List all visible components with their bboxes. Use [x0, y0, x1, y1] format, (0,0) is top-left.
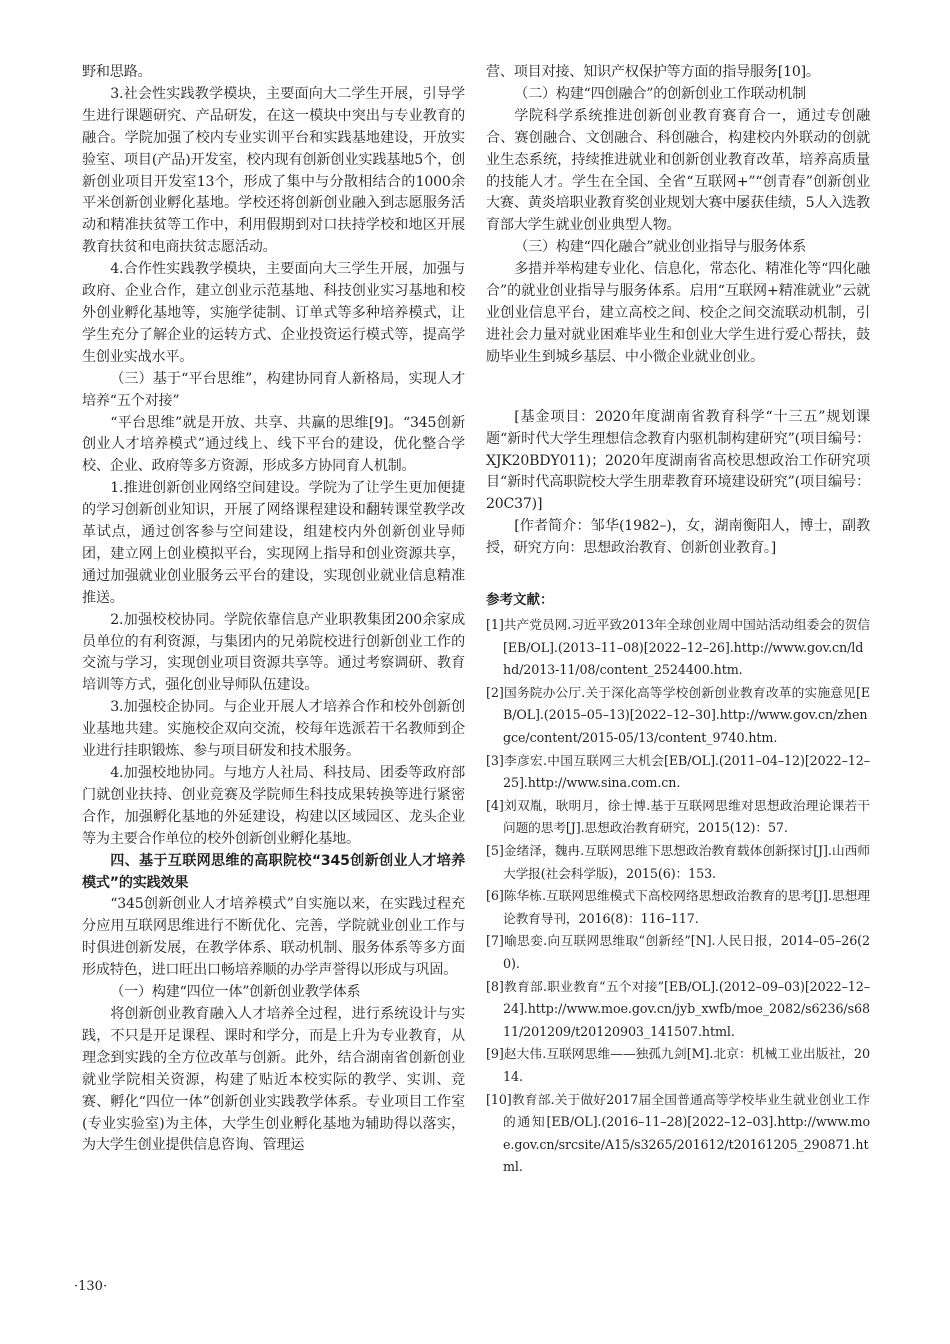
paragraph: 营、项目对接、知识产权保护等方面的指导服务[10]。 — [486, 64, 820, 80]
page-number: ·130· — [74, 1279, 108, 1294]
paragraph: “平台思维”就是开放、共享、共赢的思维[9]。“345创新创业人才培养模式”通过线上、线下平台的建设，优化整合学校、企业、政府等多方资源，形成多方协同育人机制。 — [82, 414, 465, 475]
reference-item: [8]教育部.职业教育“五个对接”[EB/OL].(2012–09–03)[2022–12–24].http://www.moe.gov.cn/jyb_xwfb/moe_2082/s6236/s6811/201209/t20120903_141507.html. — [486, 978, 870, 1039]
spacer — [486, 560, 870, 590]
section-heading: （三）基于“平台思维”，构建协同育人新格局，实现人才培养“五个对接” — [82, 370, 465, 409]
paragraph: 3.加强校企协同。与企业开展人才培养合作和校外创新创业基地共建。实施校企双向交流，校每年选派若干名教师到企业进行挂职锻炼、参与项目研发和技术服务。 — [82, 699, 465, 760]
funding-note: [基金项目：2020年度湖南省教育科学“十三五”规划课题“新时代大学生理想信念教育内驱机制构建研究”(项目编号：XJK20BDY011)；2020年度湖南省高校思想政治工作研究项目“新时代高职院校大学生朋辈教育环境建设研究”(项目编号：20C37)] — [486, 408, 870, 513]
references — [486, 590, 870, 1179]
spacer — [486, 369, 870, 407]
left-column — [82, 62, 465, 1157]
section-heading: （二）构建“四创融合”的创新创业工作联动机制 — [514, 85, 807, 102]
paragraph: 学院科学系统推进创新创业教育赛育合一，通过专创融合、赛创融合、文创融合、科创融合，构建校内外联动的创就业生态系统，持续推进就业和创新创业教育改革，培养高质量的技能人才。学生在全国、全省“互联网+”“创青春”创新创业大赛、黄炎培职业教育奖创业规划大赛中屡获佳绩，5人入选教育部大学生就业创业典型人物。 — [486, 107, 870, 234]
reference-item: [2]国务院办公厅.关于深化高等学校创新创业教育改革的实施意见[EB/OL].(2015–05–13)[2022–12–30].http://www.gov.cn/zhengce/content/2015-05/13/content_9740.htm. — [486, 684, 870, 745]
reference-item: [10]教育部.关于做好2017届全国普通高等学校毕业生就业创业工作的通知[EB/OL].(2016–11–28)[2022–12–03].http://www.moe.gov.cn/srcsite/A15/s3265/201612/t20161205_290871.html. — [486, 1091, 870, 1175]
paragraph: 1.推进创新创业网络空间建设。学院为了让学生更加便捷的学习创新创业知识，开展了网络课程建设和翻转课堂教学改革试点，通过创客参与空间建设，组建校内外创新创业导师团，建立网上创业模拟平台，实现网上指导和创业资源共享，通过加强就业创业服务云平台的建设，实现创业就业信息精准推送。 — [82, 480, 465, 606]
paragraph: 3.社会性实践教学模块，主要面向大二学生开展，引导学生进行课题研究、产品研发，在这一模块中突出与专业教育的融合。学院加强了校内专业实训平台和实践基地建设，开放实验室、项目(产品)开发室，校内现有创新创业实践基地5个，创新创业项目开发室13个，形成了集中与分散相结合的1000余平米创新创业孵化基地。学校还将创新创业融入到志愿服务活动和精准扶贫等工作中，利用假期到对口扶持学校和地区开展教育扶贫和电商扶贫志愿活动。 — [82, 85, 465, 256]
reference-item: [1]共产党员网.习近平致2013年全球创业周中国站活动组委会的贺信[EB/OL].(2013–11–08)[2022–12–26].http://www.gov.cn/ldhd/2013-11/08/content_2524400.htm. — [486, 617, 870, 678]
section-heading: （一）构建“四位一体”创新创业教学体系 — [110, 984, 361, 1001]
paragraph: 野和思路。 — [82, 64, 152, 80]
references-heading: 参考文献： — [486, 592, 554, 609]
right-column — [486, 62, 870, 1179]
paragraph: 4.合作性实践教学模块，主要面向大三学生开展，加强与政府、企业合作，建立创业示范基地、科技创业实习基地和校外创业孵化基地等，实施学徒制、订单式等多种培养模式，让学生充分了解企业的运转方式、企业投资运行模式等，提高学生创业实战水平。 — [82, 261, 465, 365]
paragraph: 4.加强校地协同。与地方人社局、科技局、团委等政府部门就创业扶持、创业竞赛及学院师生科技成果转换等进行紧密合作，加强孵化基地的外延建设，构建以区域园区、龙头企业等为主要合作单位的校外创新创业孵化基地。 — [82, 765, 465, 847]
paragraph: 多措并举构建专业化、信息化，常态化、精准化等“四化融合”的就业创业指导与服务体系。启用“互联网+精准就业”云就业创业信息平台，建立高校之间、校企之间交流联动机制，引进社会力量对就业困难毕业生和创业大学生进行爱心帮扶，鼓励毕业生到城乡基层、中小微企业就业创业。 — [486, 261, 870, 365]
reference-item: [9]赵大伟.互联网思维——独孤九剑[M].北京：机械工业出版社，2014. — [486, 1046, 870, 1084]
author-bio: [作者简介：邹华(1982–)，女，湖南衡阳人，博士，副教授，研究方向：思想政治教育、创新创业教育。] — [486, 518, 870, 557]
reference-item: [6]陈华栋.互联网思维模式下高校网络思想政治教育的思考[J].思想理论教育导刊，2016(8)：116–117. — [486, 888, 870, 926]
paragraph: 2.加强校校协同。学院依靠信息产业职教集团200余家成员单位的有利资源，与集团内的兄弟院校进行创新创业工作的交流与学习，实现创业项目资源共享等。通过考察调研、教育培训等方式，强化创业导师队伍建设。 — [82, 611, 465, 694]
reference-item: [3]李彦宏.中国互联网三大机会[EB/OL].(2011–04–12)[2022–12–25].http://www.sina.com.cn. — [486, 752, 870, 791]
reference-item: [7]喻思娈.向互联网思维取“创新经”[N].人民日报，2014–05–26(20). — [486, 933, 870, 971]
reference-item: [4]刘双胤，耿明月，徐士博.基于互联网思维对思想政治理论课若干问题的思考[J].思想政治教育研究，2015(12)：57. — [486, 797, 870, 836]
paragraph: “345创新创业人才培养模式”自实施以来，在实践过程充分应用互联网思维进行不断优化、完善，学院就业创业工作与时俱进创新发展，在教学体系、联动机制、服务体系等多方面形成特色，进口旺出口畅培养顺的办学声誉得以形成与巩固。 — [82, 896, 465, 979]
reference-item: [5]金绪泽，魏冉.互联网思维下思想政治教育载体创新探讨[J].山西师大学报(社会科学版)，2015(6)：153. — [486, 842, 870, 881]
paragraph: 将创新创业教育融入人才培养全过程，进行系统设计与实践，不只是开足课程、课时和学分，而是上升为专业教育，从理念到实践的全方位改革与创新。此外，结合湖南省创新创业就业学院相关资源，构建了贴近本校实际的教学、实训、竞赛、孵化“四位一体”创新创业实践教学体系。专业项目工作室(专业实验室)为主体，大学生创业孵化基地为辅助得以落实，为大学生创业提供信息咨询、管理运 — [82, 1005, 465, 1154]
section-heading: （三）构建“四化融合”就业创业指导与服务体系 — [514, 239, 807, 256]
chapter-heading: 四、基于互联网思维的高职院校“345创新创业人才培养模式”的实践效果 — [82, 852, 465, 891]
